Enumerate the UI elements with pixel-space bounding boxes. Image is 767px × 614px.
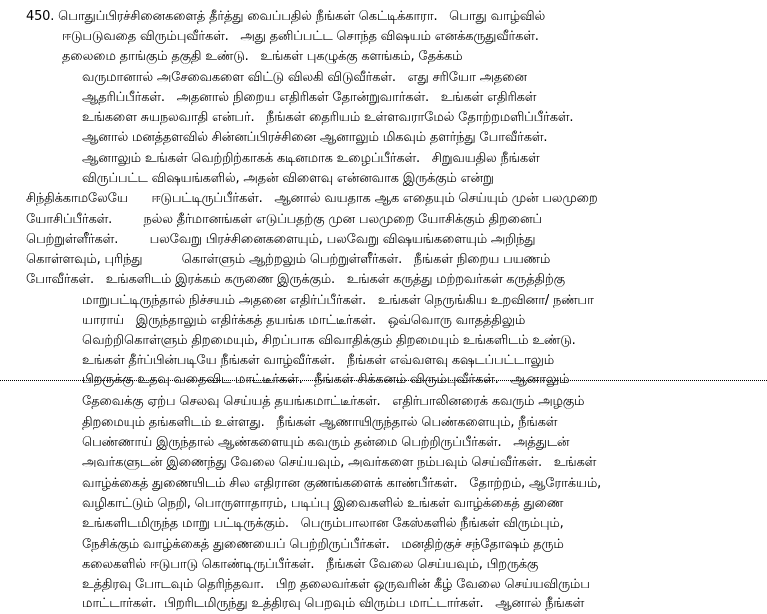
text-line: ஆனால் மனத்தளவில் சின்னப்பிரச்சினை ஆனாலும் மிகவும் தளர்ந்து போவீர்கள். [82,130,548,145]
text-line: அவர்களுடன் இணைந்து வேலை செய்யவும், அவர்களை நம்பவும் செய்வீர்கள். உங்கள் [82,455,597,470]
text-line: திறமையும் தங்களிடம் உள்ளது. நீங்கள் ஆணாயிருந்தால் பெண்களையும், நீங்கள் [82,415,558,430]
text-line: ஈடுபடுவதை விரும்புவீர்கள். அது தனிப்பட்ட சொந்த விஷயம் எனக்கருதுவீர்கள். [62,29,539,44]
text-line: உங்கள் தீர்ப்பின்படியே நீங்கள் வாழ்வீர்கள். நீங்கள் எவ்வளவு கஷடப்பட்டாலும் [82,353,555,368]
text-line: போவீர்கள். உங்களிடம் இரக்கம் கருணை இருக்கும். உங்கள் கருத்து மற்றவர்கள் கருத்திற்கு [26,272,565,287]
text-line: வருமானால் அசேவைகளை விட்டு விலகி விடுவீர்கள். எது சரியோ அதனை [82,70,527,85]
entry-number: 450. [26,9,55,24]
text-line: நேசிக்கும் வாழ்க்கைத் துணையைப் பெற்றிருப்பீர்கள். மனதிற்குச் சந்தோஷம் தரும் [82,537,564,552]
text-line: பிறருக்கு உதவு வதைவிட மாட்டீர்கள். நீங்கள் சிக்கனம் விரும்புவீர்கள். ஆனாலும் [82,372,570,387]
text-line: தலைமை தாங்கும் தகுதி உண்டு. உங்கள் புகழுக்கு களங்கம், தேக்கம் [62,49,463,64]
text-line: உங்களிடமிருந்த மாறு பட்டிருக்கும். பெரும்பாலான கேஸ்களில் நீங்கள் விரும்பும், [82,516,564,531]
text-line: சிந்திக்காமலேயே ஈடுபட்டிருப்பீர்கள். ஆனால் வயதாக ஆக எதையும் செய்யும் முன் பலமுறை [26,191,598,206]
text-line: வழிகாட்டும் நெறி, பொருளாதாரம், படிப்பு இவைகளில் உங்கள் வாழ்க்கைத் துணை [82,496,564,511]
text-line: ஆதரிப்பீர்கள். அதனால் நிறைய எதிரிகள் தோன்றுவார்கள். உங்கள் எதிரிகள் [82,90,537,105]
text-line: கலைகளில் ஈடுபாடு கொண்டிருப்பீர்கள். நீங்கள் வேலை செய்யவும், பிறருக்கு [82,557,539,572]
text-line: கொள்ளவும், புரிந்து கொள்ளும் ஆற்றலும் பெற்றுள்ளீர்கள். நீங்கள் நிறைய பயணம் [26,252,551,267]
text-line: வெற்றிகொள்ளும் திறமையும், சிறப்பாக விவாதிக்கும் திறமையும் உங்களிடம் உண்டு. [82,333,576,348]
text-line: ஆனாலும் உங்கள் வெற்றிற்காகக் கடினமாக உழைப்பீர்கள். சிறுவயதில நீங்கள் [82,151,540,166]
text-line: விருப்பட்ட விஷயங்களில், அதன் விளைவு என்னவாக இருக்கும் என்று [82,171,494,186]
text-line: தேவைக்கு ஏற்ப செலவு செய்யத் தயங்கமாட்டீர்கள். எதிர்பாலினரைக் கவரும் அழகும் [82,394,585,409]
text-line: 450. பொதுப்பிரச்சினைகளைத் தீர்த்து வைப்பதில் நீங்கள் கெட்டிக்காரா. பொது வாழ்வில் [26,9,546,24]
text-line: யாராய் இருந்தாலும் எதிர்க்கத் தயங்க மாட்டீர்கள். ஒவ்வொரு வாதத்திலும் [82,313,526,328]
text-line: பெற்றுள்ளீர்கள். பலவேறு பிரச்சினைகளையும், பலவேறு விஷயங்களையும் அறிந்து [26,232,536,247]
text-line: மாறுபட்டிருந்தால் நிச்சயம் அதனை எதிர்ப்பீர்கள். உங்கள் நெருங்கிய உறவினா/ நண்பா [82,293,594,308]
text-line: மாட்டார்கள். பிறரிடமிருந்து உத்திரவு பெறவும் விரும்ப மாட்டார்கள். ஆனால் நீங்கள் [82,596,585,611]
text-line: வாழ்க்கைத் துணையிடம் சில எதிரான குணங்களைக் காண்பீர்கள். தோற்றம், ஆரோக்யம், [82,476,602,491]
text-line: உத்திரவு போடவும் தெரிந்தவா. பிற தலைவர்கள் ஒருவரின் கீழ் வேலை செய்யவிரும்ப [82,577,590,592]
text-line: யோசிப்பீர்கள். நல்ல தீர்மானங்கள் எடுப்பதற்கு முன பலமுறை யோசிக்கும் திறனைப் [26,212,542,227]
text-line: பெண்ணாய் இருந்தால் ஆண்களையும் கவரும் தன்மை பெற்றிருப்பீர்கள். அத்துடன் [82,435,570,450]
text-line: உங்களை சுயநலவாதி என்பர். நீங்கள் தைரியம் உள்ளவராமேல் தோற்றமளிப்பீர்கள். [82,110,574,125]
page-divider [0,380,767,381]
